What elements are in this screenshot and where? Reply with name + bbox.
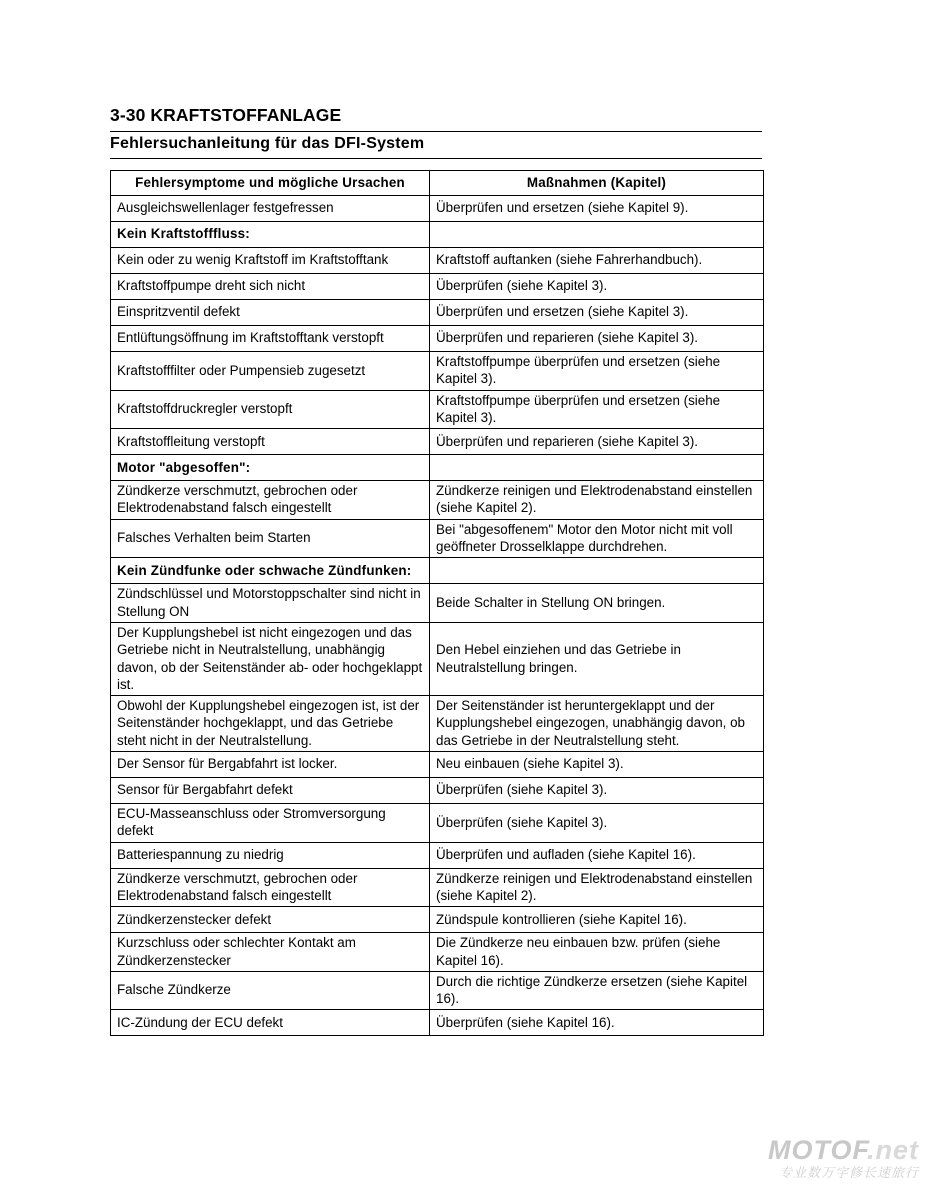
table-group-row xyxy=(111,222,764,248)
section-heading: Fehlersuchanleitung für das DFI-System xyxy=(110,134,762,159)
action-cell: Überprüfen (siehe Kapitel 3). xyxy=(430,274,764,300)
group-heading-cell: Kein Kraftstofffluss: xyxy=(111,222,430,248)
table-group-row xyxy=(111,455,764,481)
table-row xyxy=(111,933,764,972)
cause-cell: ECU-Masseanschluss oder Stromversorgung defekt xyxy=(111,804,430,843)
table-group-row xyxy=(111,558,764,584)
cause-cell: Zündschlüssel und Motorstoppschalter sind nicht in Stellung ON xyxy=(111,584,430,623)
cause-cell: IC-Zündung der ECU defekt xyxy=(111,1010,430,1036)
table-row xyxy=(111,804,764,843)
action-cell: Überprüfen und reparieren (siehe Kapitel 3). xyxy=(430,429,764,455)
action-cell: Die Zündkerze neu einbauen bzw. prüfen (siehe Kapitel 16). xyxy=(430,933,764,972)
watermark-logo-suffix: .net xyxy=(866,1135,919,1165)
cause-cell: Der Sensor für Bergabfahrt ist locker. xyxy=(111,752,430,778)
table-row xyxy=(111,584,764,623)
page-heading: 3-30 KRAFTSTOFFANLAGE xyxy=(110,104,762,132)
cause-cell: Kraftstoffleitung verstopft xyxy=(111,429,430,455)
action-cell: Durch die richtige Zündkerze ersetzen (siehe Kapitel 16). xyxy=(430,971,764,1010)
watermark-logo-main: MOTOF xyxy=(767,1135,867,1165)
cause-cell: Kein oder zu wenig Kraftstoff im Kraftstofftank xyxy=(111,248,430,274)
troubleshooting-table xyxy=(110,170,764,1036)
cause-cell: Kurzschluss oder schlechter Kontakt am Zündkerzenstecker xyxy=(111,933,430,972)
table-row xyxy=(111,248,764,274)
cause-cell: Zündkerze verschmutzt, gebrochen oder Elektrodenabstand falsch eingestellt xyxy=(111,481,430,520)
table-row xyxy=(111,696,764,752)
action-cell: Überprüfen (siehe Kapitel 3). xyxy=(430,778,764,804)
table-row xyxy=(111,868,764,907)
action-cell: Überprüfen und ersetzen (siehe Kapitel 3). xyxy=(430,300,764,326)
table-row xyxy=(111,196,764,222)
action-cell: Überprüfen (siehe Kapitel 16). xyxy=(430,1010,764,1036)
cause-cell: Der Kupplungshebel ist nicht eingezogen und das Getriebe nicht in Neutralstellung, unabhängig davon, ob der Seitenständer ab- oder hochgeklappt ist. xyxy=(111,622,430,695)
action-cell: Kraftstoffpumpe überprüfen und ersetzen (siehe Kapitel 3). xyxy=(430,352,764,391)
action-cell: Überprüfen und ersetzen (siehe Kapitel 9). xyxy=(430,196,764,222)
action-cell xyxy=(430,222,764,248)
cause-cell: Sensor für Bergabfahrt defekt xyxy=(111,778,430,804)
table-row xyxy=(111,300,764,326)
action-cell: Kraftstoff auftanken (siehe Fahrerhandbuch). xyxy=(430,248,764,274)
action-cell: Zündkerze reinigen und Elektrodenabstand einstellen (siehe Kapitel 2). xyxy=(430,481,764,520)
action-cell: Bei "abgesoffenem" Motor den Motor nicht mit voll geöffneter Drosselklappe durchdrehen. xyxy=(430,519,764,558)
cause-cell: Kraftstofffilter oder Pumpensieb zugesetzt xyxy=(111,352,430,391)
table-row xyxy=(111,390,764,429)
cause-cell: Falsche Zündkerze xyxy=(111,971,430,1010)
table-row xyxy=(111,429,764,455)
table-row xyxy=(111,778,764,804)
cause-cell: Zündkerze verschmutzt, gebrochen oder Elektrodenabstand falsch eingestellt xyxy=(111,868,430,907)
cause-cell: Batteriespannung zu niedrig xyxy=(111,842,430,868)
cause-cell: Entlüftungsöffnung im Kraftstofftank verstopft xyxy=(111,326,430,352)
action-cell: Den Hebel einziehen und das Getriebe in Neutralstellung bringen. xyxy=(430,622,764,695)
table-row xyxy=(111,352,764,391)
action-cell: Kraftstoffpumpe überprüfen und ersetzen (siehe Kapitel 3). xyxy=(430,390,764,429)
column-header-actions: Maßnahmen (Kapitel) xyxy=(430,171,764,196)
table-row xyxy=(111,622,764,695)
group-heading-cell: Motor "abgesoffen": xyxy=(111,455,430,481)
cause-cell: Falsches Verhalten beim Starten xyxy=(111,519,430,558)
cause-cell: Kraftstoffpumpe dreht sich nicht xyxy=(111,274,430,300)
cause-cell: Obwohl der Kupplungshebel eingezogen ist, ist der Seitenständer hochgeklappt, und das Getriebe steht nicht in der Neutralstellung. xyxy=(111,696,430,752)
group-heading-cell: Kein Zündfunke oder schwache Zündfunken: xyxy=(111,558,430,584)
watermark-logo xyxy=(768,1135,919,1165)
column-header-causes: Fehlersymptome und mögliche Ursachen xyxy=(111,171,430,196)
table-row xyxy=(111,842,764,868)
cause-cell: Einspritzventil defekt xyxy=(111,300,430,326)
action-cell xyxy=(430,455,764,481)
table-row xyxy=(111,326,764,352)
table-row xyxy=(111,907,764,933)
cause-cell: Kraftstoffdruckregler verstopft xyxy=(111,390,430,429)
cause-cell: Zündkerzenstecker defekt xyxy=(111,907,430,933)
table-row xyxy=(111,519,764,558)
cause-cell: Ausgleichswellenlager festgefressen xyxy=(111,196,430,222)
table-body xyxy=(111,196,764,1036)
action-cell: Überprüfen und aufladen (siehe Kapitel 16). xyxy=(430,842,764,868)
action-cell xyxy=(430,558,764,584)
action-cell: Überprüfen (siehe Kapitel 3). xyxy=(430,804,764,843)
action-cell: Beide Schalter in Stellung ON bringen. xyxy=(430,584,764,623)
action-cell: Zündkerze reinigen und Elektrodenabstand einstellen (siehe Kapitel 2). xyxy=(430,868,764,907)
table-row xyxy=(111,481,764,520)
table-header-row xyxy=(111,171,764,196)
action-cell: Überprüfen und reparieren (siehe Kapitel 3). xyxy=(430,326,764,352)
table-row xyxy=(111,274,764,300)
action-cell: Neu einbauen (siehe Kapitel 3). xyxy=(430,752,764,778)
table-row xyxy=(111,1010,764,1036)
watermark-tagline: 专业数万字修长速旅行 xyxy=(778,1165,919,1180)
table-row xyxy=(111,971,764,1010)
action-cell: Der Seitenständer ist heruntergeklappt und der Kupplungshebel eingezogen, unabhängig davon, ob das Getriebe in der Neutralstellung steht. xyxy=(430,696,764,752)
action-cell: Zündspule kontrollieren (siehe Kapitel 16). xyxy=(430,907,764,933)
table-row xyxy=(111,752,764,778)
watermark xyxy=(768,1135,919,1180)
